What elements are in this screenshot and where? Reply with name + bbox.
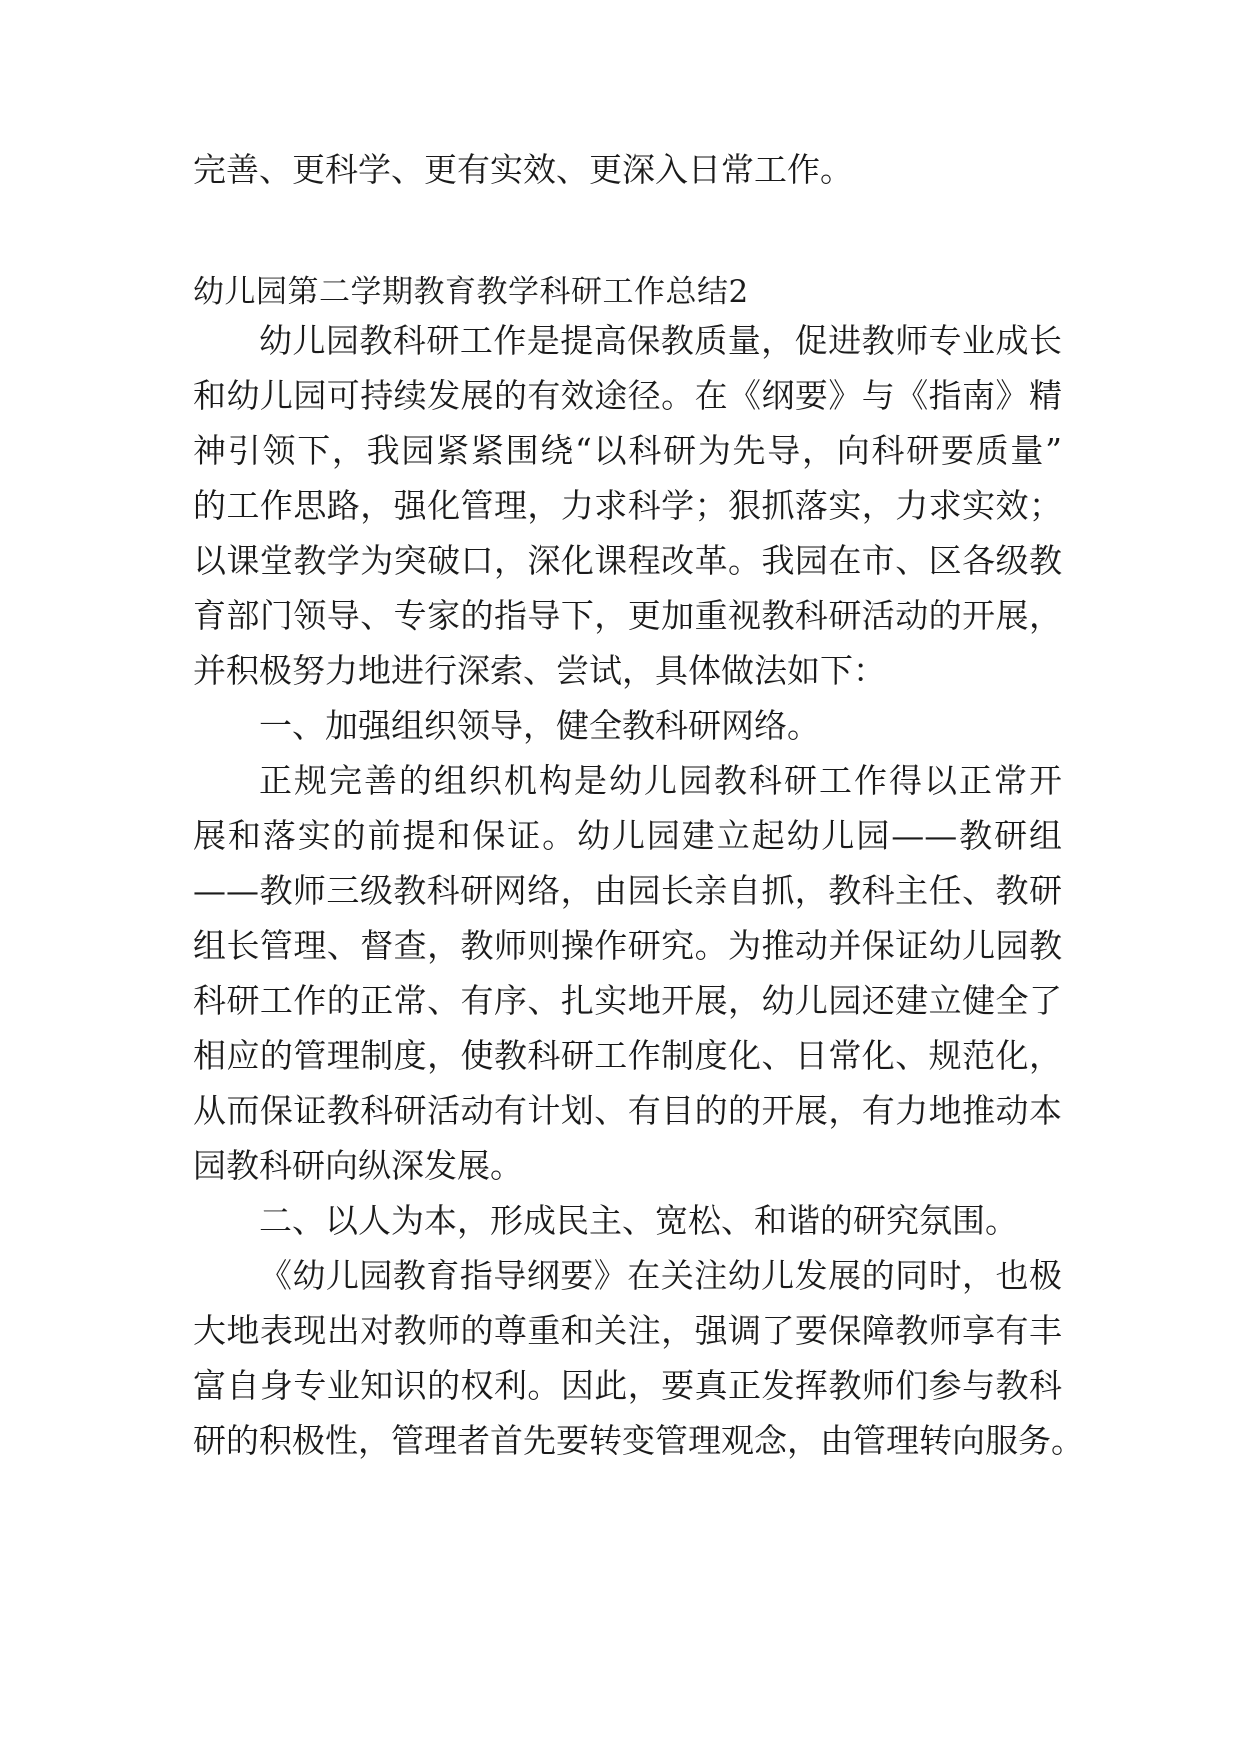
paragraph-line: 从而保证教科研活动有计划、有目的的开展，有力地推动本 xyxy=(193,1091,1062,1130)
paragraph-line: 正规完善的组织机构是幼儿园教科研工作得以正常开 xyxy=(259,761,1062,800)
paragraph-line: 展和落实的前提和保证。幼儿园建立起幼儿园——教研组 xyxy=(193,816,1062,855)
subheading-1: 一、加强组织领导，健全教科研网络。 xyxy=(259,706,820,745)
section-heading: 幼儿园第二学期教育教学科研工作总结2 xyxy=(193,274,749,310)
subheading-2: 二、以人为本，形成民主、宽松、和谐的研究氛围。 xyxy=(259,1201,1018,1240)
paragraph-line: 大地表现出对教师的尊重和关注，强调了要保障教师享有丰 xyxy=(193,1311,1062,1350)
paragraph-line: 研的积极性，管理者首先要转变管理观念，由管理转向服务。 xyxy=(193,1421,1084,1460)
paragraph-line: 富自身专业知识的权利。因此，要真正发挥教师们参与教科 xyxy=(193,1366,1062,1405)
paragraph-continuation-line: 完善、更科学、更有实效、更深入日常工作。 xyxy=(193,150,853,189)
paragraph-line: 相应的管理制度，使教科研工作制度化、日常化、规范化， xyxy=(193,1036,1062,1075)
paragraph-line: 组长管理、督查，教师则操作研究。为推动并保证幼儿园教 xyxy=(193,926,1062,965)
paragraph-line: 并积极努力地进行深索、尝试，具体做法如下： xyxy=(193,651,886,690)
paragraph-line: 以课堂教学为突破口，深化课程改革。我园在市、区各级教 xyxy=(193,541,1062,580)
paragraph-line: 神引领下，我园紧紧围绕“以科研为先导，向科研要质量” xyxy=(193,431,1062,470)
paragraph-line: 育部门领导、专家的指导下，更加重视教科研活动的开展， xyxy=(193,596,1062,635)
paragraph-line: 幼儿园教科研工作是提高保教质量，促进教师专业成长 xyxy=(259,321,1062,360)
paragraph-line: 科研工作的正常、有序、扎实地开展，幼儿园还建立健全了 xyxy=(193,981,1062,1020)
paragraph-line: ——教师三级教科研网络，由园长亲自抓，教科主任、教研 xyxy=(193,871,1062,910)
paragraph-line: 和幼儿园可持续发展的有效途径。在《纲要》与《指南》精 xyxy=(193,376,1062,415)
paragraph-line: 《幼儿园教育指导纲要》在关注幼儿发展的同时，也极 xyxy=(259,1256,1062,1295)
paragraph-line: 园教科研向纵深发展。 xyxy=(193,1146,523,1185)
paragraph-line: 的工作思路，强化管理，力求科学；狠抓落实，力求实效； xyxy=(193,486,1062,525)
